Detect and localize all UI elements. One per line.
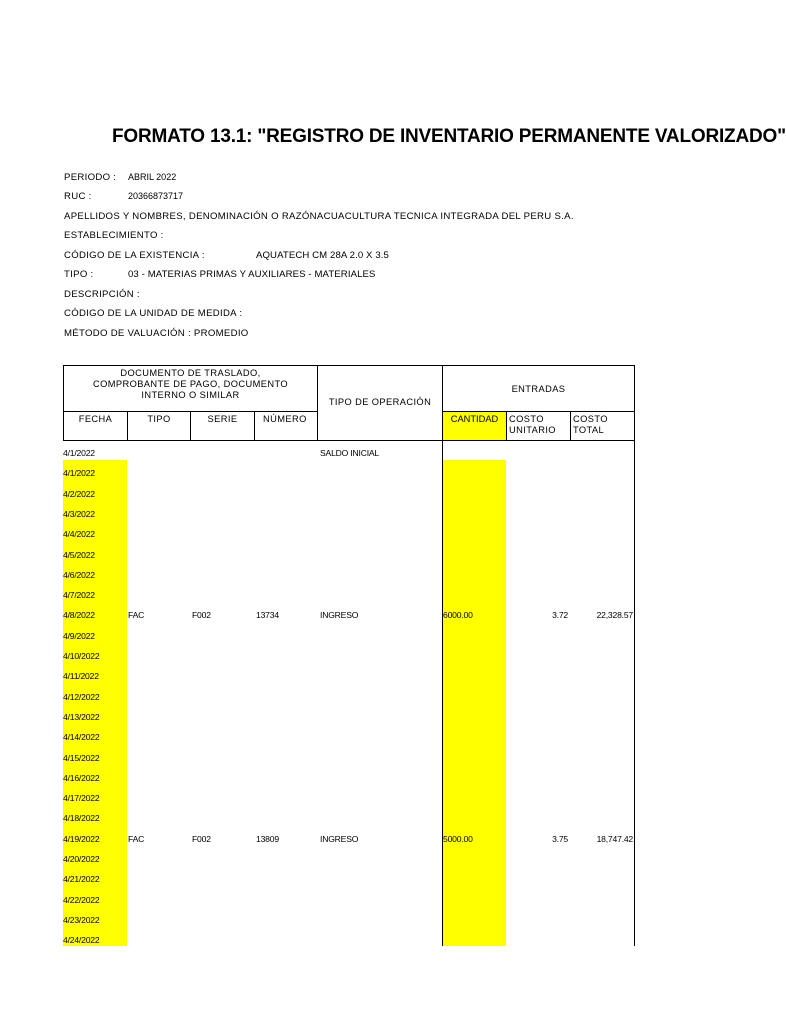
cell-fecha: 4/19/2022 <box>63 834 100 844</box>
ruc-value: 20366873717 <box>128 191 184 201</box>
cell-costo-unitario: 3.72 <box>552 610 568 620</box>
divider-right <box>634 441 635 946</box>
cell-fecha: 4/13/2022 <box>63 712 100 722</box>
metodo-valuacion-label: MÉTODO DE VALUACIÓN : PROMEDIO <box>64 328 249 339</box>
establecimiento-label: ESTABLECIMIENTO : <box>64 230 164 241</box>
documento-header: DOCUMENTO DE TRASLADO, COMPROBANTE DE PAGO, DOCUMENTO INTERNO O SIMILAR <box>63 365 318 412</box>
codigo-existencia-label: CÓDIGO DE LA EXISTENCIA : <box>64 250 205 261</box>
cell-costo-total: 18,747.42 <box>596 834 633 844</box>
tipo-value: 03 - MATERIAS PRIMAS Y AUXILIARES - MATERIALES <box>128 269 376 280</box>
cell-fecha: 4/9/2022 <box>63 631 95 641</box>
cell-fecha: 4/20/2022 <box>63 854 100 864</box>
razon-social-line <box>64 211 574 222</box>
cell-serie: F002 <box>192 834 211 844</box>
cell-fecha: 4/21/2022 <box>63 874 100 884</box>
cell-fecha: 4/5/2022 <box>63 550 95 560</box>
cell-costo-unitario: 3.75 <box>552 834 568 844</box>
cell-fecha: 4/2/2022 <box>63 489 95 499</box>
col-tipo-header: TIPO <box>127 411 191 441</box>
cell-costo-total: 22,328.57 <box>596 610 633 620</box>
cell-fecha: 4/11/2022 <box>63 671 99 681</box>
cell-fecha: 4/4/2022 <box>63 529 95 539</box>
cell-fecha: 4/1/2022 <box>63 468 95 478</box>
cell-fecha: 4/1/2022 <box>63 448 95 458</box>
col-serie-header: SERIE <box>190 411 255 441</box>
cell-fecha: 4/14/2022 <box>63 732 100 742</box>
cell-operacion: SALDO INICIAL <box>320 448 380 458</box>
divider-left <box>442 441 443 946</box>
col-numero-header: NÚMERO <box>254 411 318 441</box>
col-costo-total-header: COSTO TOTAL <box>570 411 635 441</box>
cell-tipo: FAC <box>128 834 145 844</box>
codigo-existencia-value: AQUATECH CM 28A 2.0 X 3.5 <box>256 250 389 261</box>
cell-numero: 13734 <box>256 610 279 620</box>
page-title: FORMATO 13.1: "REGISTRO DE INVENTARIO PERMANENTE VALORIZADO" <box>112 126 786 147</box>
cell-fecha: 4/17/2022 <box>63 793 100 803</box>
cell-fecha: 4/22/2022 <box>63 895 100 905</box>
col-costo-unitario-header: COSTO UNITARIO <box>506 411 571 441</box>
cell-cantidad: 5000.00 <box>443 834 473 844</box>
razon-social-value: ACUACULTURA TECNICA INTEGRADA DEL PERU S.A. <box>316 211 574 222</box>
ruc-label: RUC : <box>64 191 92 202</box>
col-cantidad-header: CANTIDAD <box>442 411 507 441</box>
col-fecha-header: FECHA <box>63 411 128 441</box>
periodo-value: ABRIL 2022 <box>128 172 177 182</box>
unidad-medida-label: CÓDIGO DE LA UNIDAD DE MEDIDA : <box>64 308 243 319</box>
cell-tipo: FAC <box>128 610 145 620</box>
cell-fecha: 4/8/2022 <box>63 610 95 620</box>
cell-cantidad: 6000.00 <box>443 610 473 620</box>
cell-fecha: 4/12/2022 <box>63 692 100 702</box>
cell-fecha: 4/3/2022 <box>63 509 95 519</box>
tipo-operacion-header: TIPO DE OPERACIÓN <box>328 397 432 407</box>
razon-social-label: APELLIDOS Y NOMBRES, DENOMINACIÓN O RAZÓN <box>64 211 317 222</box>
periodo-label: PERIODO : <box>64 172 117 183</box>
cell-operacion: INGRESO <box>320 834 359 844</box>
cell-fecha: 4/16/2022 <box>63 773 100 783</box>
tipo-label: TIPO : <box>64 269 94 280</box>
cell-fecha: 4/24/2022 <box>63 935 100 945</box>
cell-serie: F002 <box>192 610 211 620</box>
cell-operacion: INGRESO <box>320 610 359 620</box>
tipo-operacion-header-cell <box>317 365 443 441</box>
cell-fecha: 4/15/2022 <box>63 753 100 763</box>
descripcion-label: DESCRIPCIÓN : <box>64 289 140 300</box>
cantidad-highlight <box>443 460 506 946</box>
cell-numero: 13809 <box>256 834 279 844</box>
cell-fecha: 4/23/2022 <box>63 915 100 925</box>
cell-fecha: 4/18/2022 <box>63 813 100 823</box>
cell-fecha: 4/10/2022 <box>63 651 100 661</box>
cell-fecha: 4/7/2022 <box>63 590 95 600</box>
entradas-header: ENTRADAS <box>442 365 635 412</box>
cell-fecha: 4/6/2022 <box>63 570 95 580</box>
